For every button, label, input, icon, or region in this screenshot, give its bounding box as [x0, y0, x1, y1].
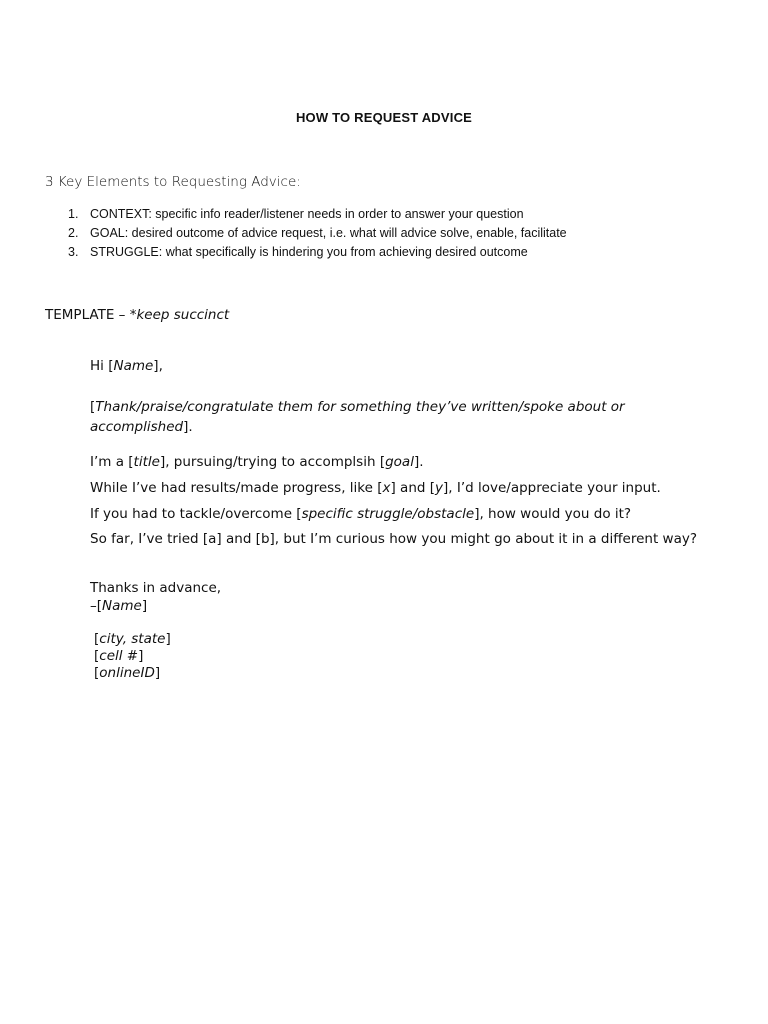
- letter-line-tried: So far, I’ve tried [a] and [b], but I’m curious how you might go about it in a different way?: [90, 531, 698, 547]
- letter-praise: [90, 397, 650, 437]
- placeholder-name: Name: [113, 358, 154, 374]
- text-fragment: ].: [413, 454, 424, 470]
- list-item-text: CONTEXT: specific info reader/listener needs in order to answer your question: [90, 207, 524, 221]
- placeholder-goal: goal: [385, 454, 414, 470]
- text-fragment: If you had to tackle/overcome [: [90, 506, 302, 522]
- text-fragment: ]: [138, 648, 144, 664]
- text-fragment: ]: [141, 598, 148, 614]
- template-note: keep succinct: [136, 307, 230, 323]
- contact-city: [94, 631, 171, 647]
- text-fragment: [: [94, 648, 100, 664]
- page-title: HOW TO REQUEST ADVICE: [295, 110, 473, 125]
- placeholder-x: x: [382, 480, 391, 496]
- text-fragment: ], I’d love/appreciate your input.: [443, 480, 661, 496]
- placeholder-city: city, state: [99, 631, 166, 647]
- list-item: [68, 244, 567, 263]
- placeholder-praise: Thank/praise/congratulate them for something they’ve written/spoke about or accomplished: [90, 399, 625, 435]
- contact-online: [94, 665, 160, 681]
- text-fragment: ], how would you do it?: [474, 506, 632, 522]
- text-fragment: [: [94, 631, 100, 647]
- intro-text: 3 Key Elements to Requesting Advice:: [45, 174, 301, 190]
- text-fragment: –[: [90, 598, 103, 614]
- placeholder-name: Name: [102, 598, 142, 614]
- template-label: TEMPLATE – *: [45, 307, 137, 323]
- text-fragment: ] and [: [390, 480, 435, 496]
- text-fragment: ]: [165, 631, 171, 647]
- list-number: 3.: [68, 245, 79, 259]
- list-number: 2.: [68, 226, 79, 240]
- list-number: 1.: [68, 207, 79, 221]
- text-fragment: ].: [183, 419, 193, 435]
- text-fragment: Hi [: [90, 358, 114, 374]
- letter-greeting: [90, 358, 163, 374]
- list-item: [68, 225, 567, 244]
- placeholder-cell: cell #: [99, 648, 139, 664]
- letter-line-title-goal: [90, 454, 424, 470]
- text-fragment: ],: [153, 358, 163, 374]
- text-fragment: I’m a [: [90, 454, 134, 470]
- list-item-text: GOAL: desired outcome of advice request, i.e. what will advice solve, enable, facilitate: [90, 226, 567, 240]
- text-fragment: ]: [154, 665, 161, 681]
- text-fragment: While I’ve had results/made progress, like [: [90, 480, 383, 496]
- text-fragment: [: [94, 665, 100, 681]
- placeholder-y: y: [435, 480, 443, 496]
- key-elements-list: [68, 206, 567, 263]
- placeholder-struggle: specific struggle/obstacle: [301, 506, 475, 522]
- placeholder-online-id: onlineID: [99, 665, 155, 681]
- template-heading: [45, 307, 229, 323]
- letter-line-struggle: [90, 506, 631, 522]
- contact-cell: [94, 648, 143, 664]
- text-fragment: ], pursuing/trying to accomplsih [: [159, 454, 386, 470]
- text-fragment: [: [90, 399, 96, 415]
- list-item: [68, 206, 567, 225]
- list-item-text: STRUGGLE: what specifically is hindering you from achieving desired outcome: [90, 245, 528, 259]
- placeholder-title: title: [133, 454, 160, 470]
- letter-closing: Thanks in advance,: [90, 580, 222, 596]
- letter-signoff: [90, 598, 147, 614]
- letter-line-results: [90, 480, 661, 496]
